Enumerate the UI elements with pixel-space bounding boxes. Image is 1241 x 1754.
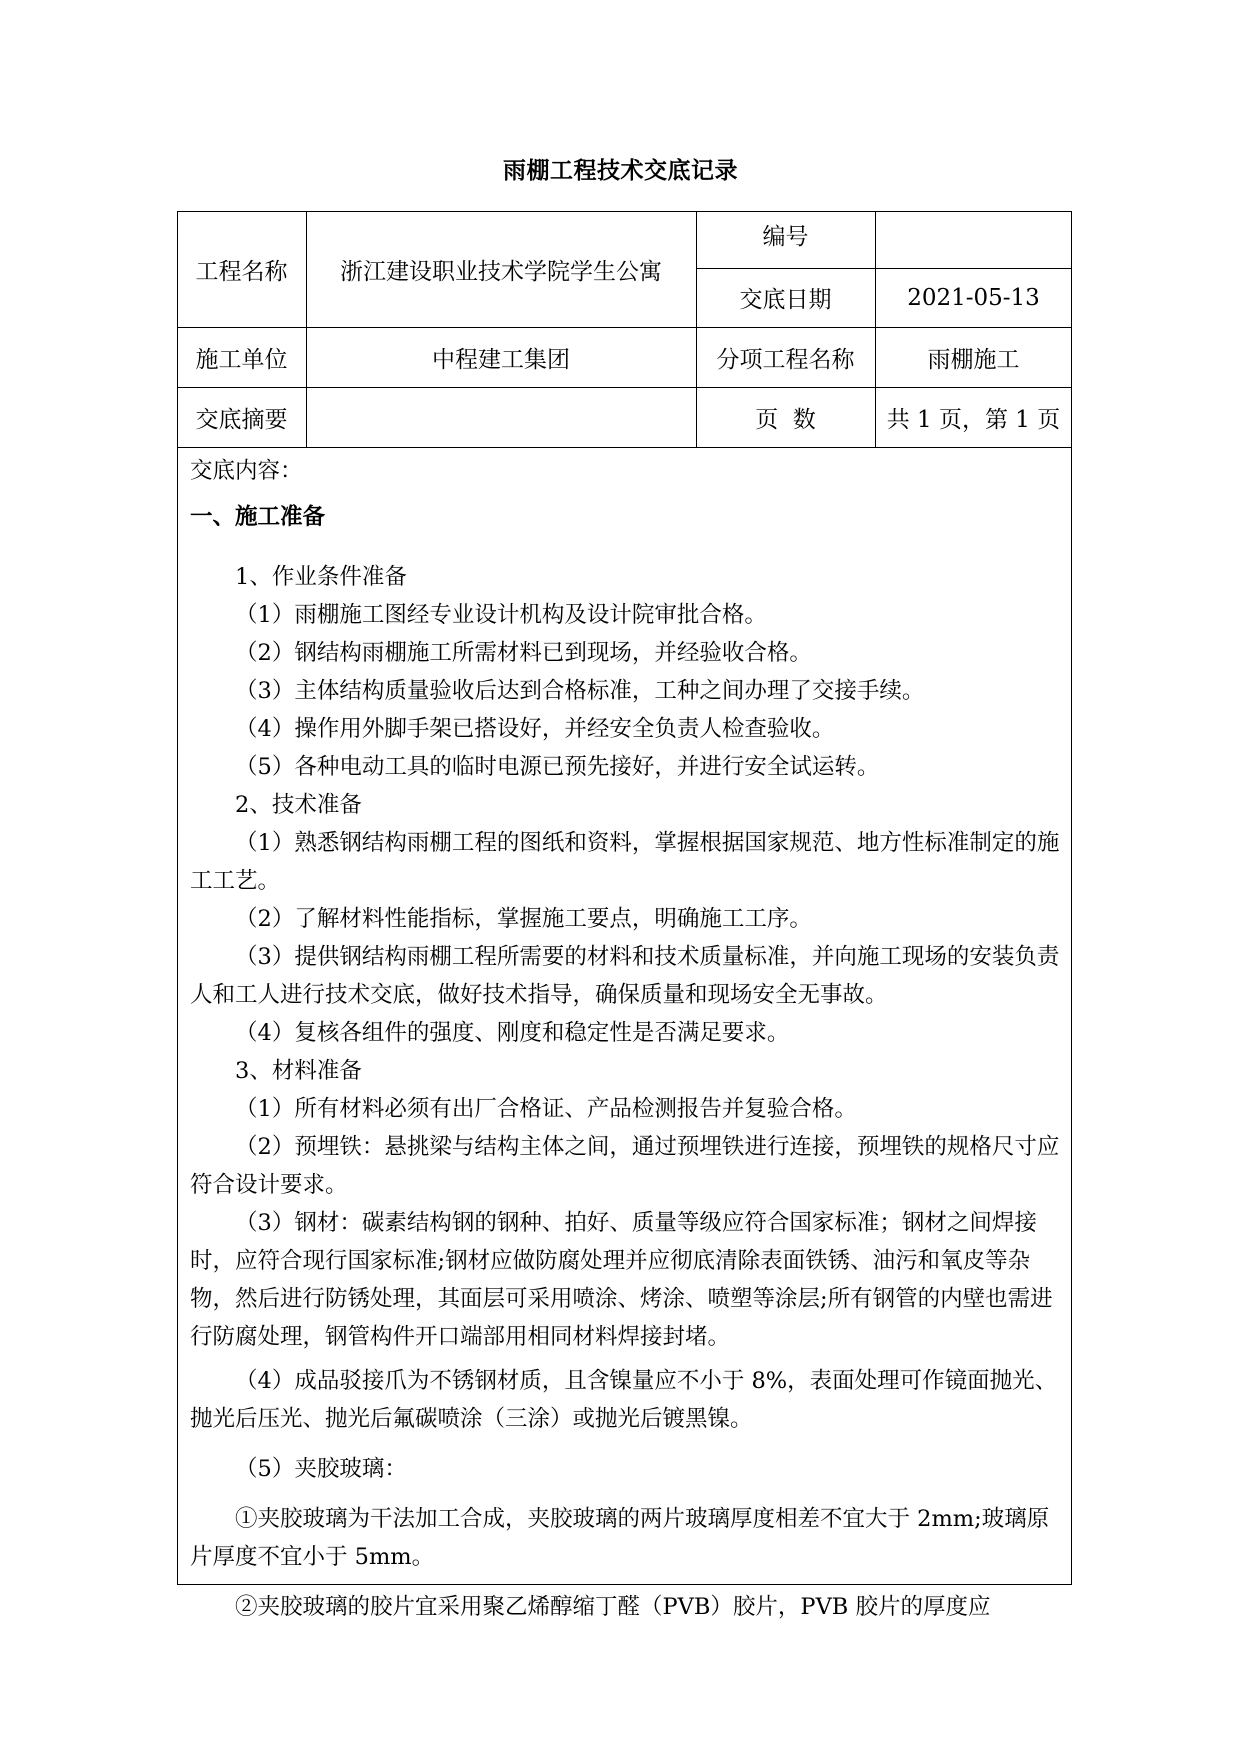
sub-project-label: 分项工程名称 [716, 346, 855, 373]
list-item: （3）提供钢结构雨棚工程所需要的材料和技术质量标准，并向施工现场的安装负责人和工人进行技术交底，做好技术指导，确保质量和现场安全无事故。 [190, 944, 1060, 1008]
page-count-value: 共 1 页，第 1 页 [886, 406, 1061, 433]
summary-label: 交底摘要 [195, 406, 288, 433]
number-value [875, 211, 1072, 268]
list-item: （4）复核各组件的强度、刚度和稳定性是否满足要求。 [235, 1020, 790, 1046]
construction-unit-value: 中程建工集团 [432, 346, 570, 373]
list-item: （2）了解材料性能指标，掌握施工要点，明确施工工序。 [235, 906, 812, 932]
summary-value [306, 387, 696, 447]
document-title: 雨棚工程技术交底记录 [503, 158, 738, 184]
list-item: （1）熟悉钢结构雨棚工程的图纸和资料，掌握根据国家规范、地方性标准制定的施工工艺。 [190, 830, 1060, 894]
subsection-heading: 1、作业条件准备 [235, 564, 407, 590]
date-label: 交底日期 [739, 287, 832, 313]
list-item: （4）操作用外脚手架已搭设好，并经安全负责人检查验收。 [235, 716, 835, 742]
list-item: （3）主体结构质量验收后达到合格标准，工种之间办理了交接手续。 [235, 678, 925, 704]
list-item: （3）钢材：碳素结构钢的钢种、拍好、质量等级应符合国家标准；钢材之间焊接时，应符合现行国家标准;钢材应做防腐处理并应彻底清除表面铁锈、油污和氧皮等杂物，然后进行防锈处理，其面层可采用喷涂、烤涂、喷塑等涂层;所有钢管的内壁也需进行防腐处理，钢管构件开口端部用相同材料焊接封堵。 [190, 1210, 1053, 1350]
project-name-value: 浙江建设职业技术学院学生公寓 [340, 258, 662, 285]
date-value: 2021-05-13 [907, 284, 1040, 311]
subsection-heading: 3、材料准备 [235, 1058, 362, 1084]
project-name-label: 工程名称 [195, 258, 288, 285]
list-item: ①夹胶玻璃为干法加工合成，夹胶玻璃的两片玻璃厚度相差不宜大于 2mm;玻璃原片厚度不宜小于 5mm。 [190, 1506, 1050, 1570]
list-item: ②夹胶玻璃的胶片宜采用聚乙烯醇缩丁醛（PVB）胶片，PVB 胶片的厚度应 [235, 1594, 991, 1620]
list-item: （4）成品驳接爪为不锈钢材质，且含镍量应不小于 8%，表面处理可作镜面抛光、抛光后压光、抛光后氟碳喷涂（三涂）或抛光后镀黑镍。 [190, 1368, 1058, 1432]
section-heading: 一、施工准备 [190, 504, 326, 530]
sub-project-value: 雨棚施工 [927, 346, 1020, 373]
subsection-heading: 2、技术准备 [235, 792, 362, 818]
list-item: （1）雨棚施工图经专业设计机构及设计院审批合格。 [235, 602, 767, 628]
page-count-label: 页 数 [755, 406, 816, 433]
table-divider [177, 447, 1072, 448]
number-label: 编号 [762, 224, 809, 250]
list-item: （2）钢结构雨棚施工所需材料已到现场，并经验收合格。 [235, 640, 812, 666]
construction-unit-label: 施工单位 [195, 346, 288, 373]
content-label: 交底内容： [190, 458, 303, 484]
disclosure-content [190, 452, 1060, 1626]
list-item: （2）预埋铁：悬挑梁与结构主体之间，通过预埋铁进行连接，预埋铁的规格尺寸应符合设计要求。 [190, 1134, 1060, 1198]
list-item: （5）各种电动工具的临时电源已预先接好，并进行安全试运转。 [235, 754, 880, 780]
list-item: （5）夹胶玻璃： [235, 1456, 407, 1482]
list-item: （1）所有材料必须有出厂合格证、产品检测报告并复验合格。 [235, 1096, 857, 1122]
